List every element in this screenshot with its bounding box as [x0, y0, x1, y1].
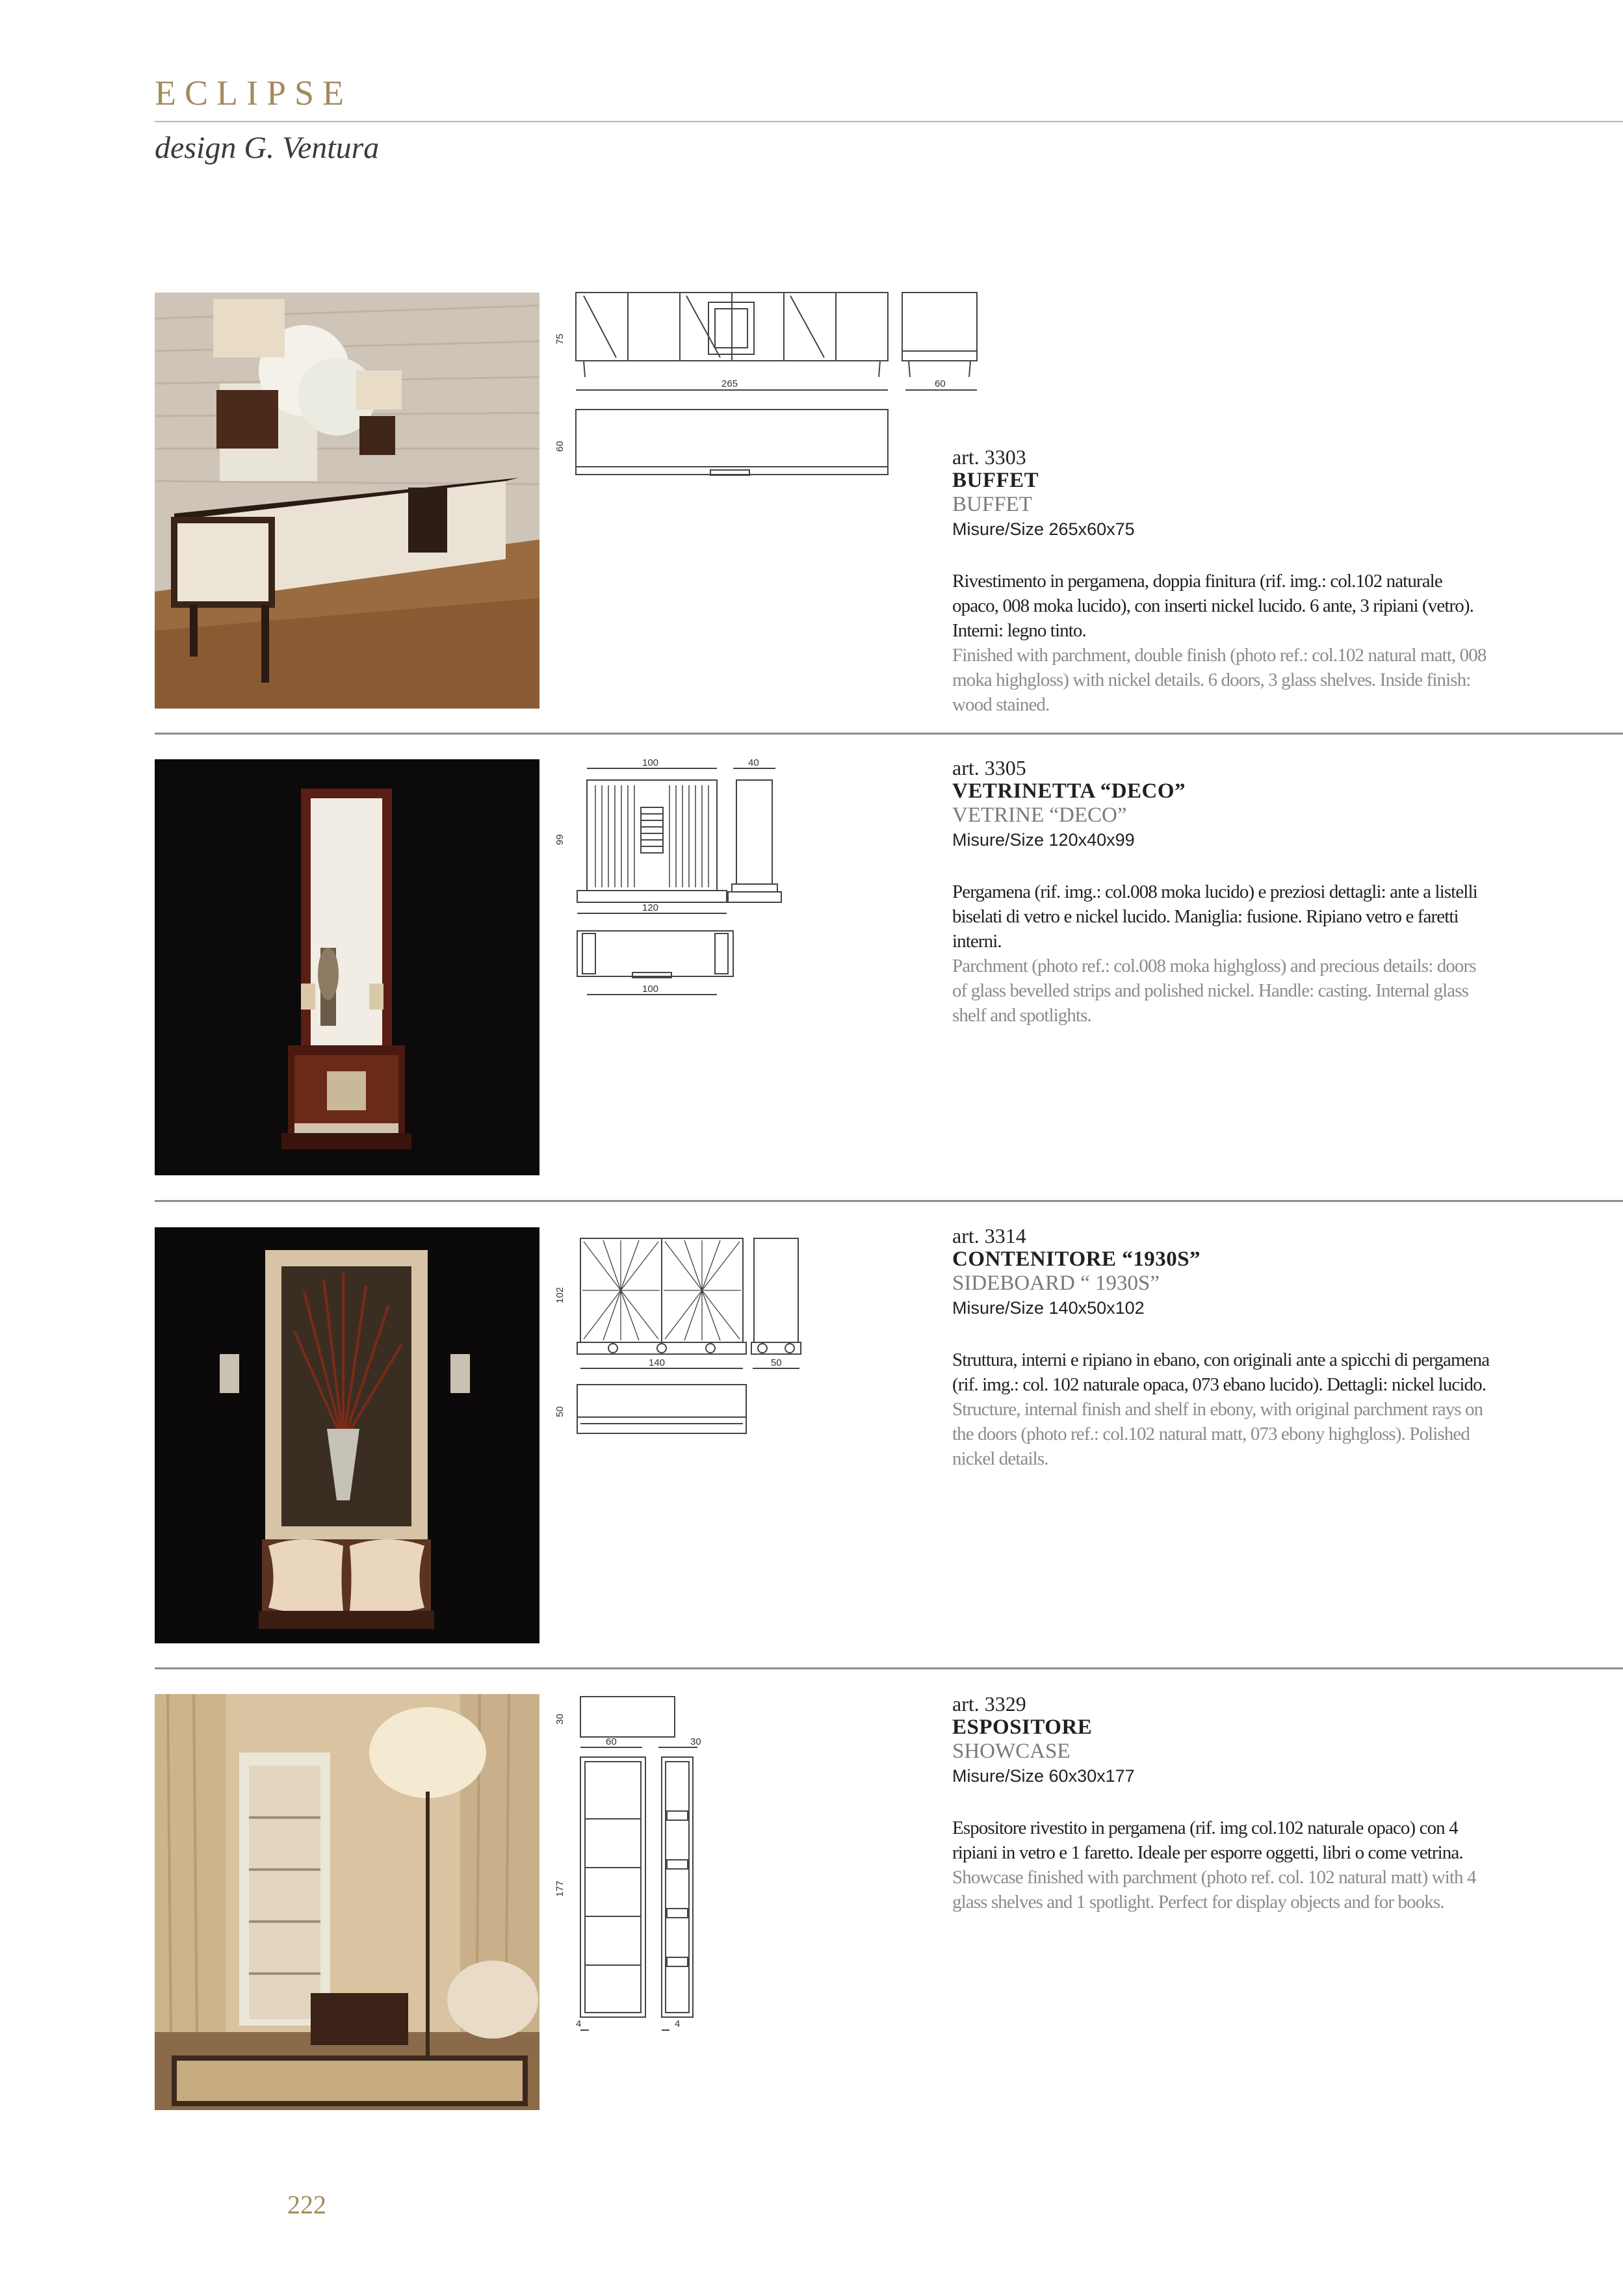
espositore-photo [155, 1694, 539, 2110]
dim-depth: 40 [748, 757, 759, 768]
product-info-3314 [952, 1224, 1492, 1471]
product-info-3329 [952, 1692, 1492, 1914]
product-info-3303 [952, 445, 1492, 717]
dim-height: 102 [554, 1286, 565, 1303]
product-name-en: SIDEBOARD “ 1930S” [952, 1272, 1160, 1295]
product-size: Misure/Size 265x60x75 [952, 519, 1135, 539]
dim-depth: 50 [771, 1357, 782, 1368]
vetrinetta-photo [155, 759, 539, 1175]
dim-base-width: 120 [642, 902, 659, 913]
contenitore-photo [155, 1227, 539, 1643]
dim-foot-side: 4 [675, 2018, 681, 2029]
product-size: Misure/Size 120x40x99 [952, 830, 1135, 850]
brand-title: ECLIPSE [155, 73, 353, 112]
article-number: art. 3305 [952, 756, 1026, 779]
buffet-photo [155, 293, 539, 709]
dim-height: 99 [554, 834, 565, 845]
dim-height: 177 [554, 1880, 565, 1897]
product-size: Misure/Size 140x50x102 [952, 1298, 1145, 1318]
product-name-it: VETRINETTA “DECO” [952, 779, 1186, 803]
section-divider [155, 733, 1623, 735]
contenitore-technical-drawing [551, 1222, 993, 1638]
dim-plan-width: 100 [642, 984, 659, 995]
product-info-3305 [952, 756, 1492, 1028]
article-number: art. 3303 [952, 445, 1026, 469]
article-number: art. 3329 [952, 1692, 1026, 1715]
product-size: Misure/Size 60x30x177 [952, 1766, 1135, 1786]
dim-plan-depth: 30 [554, 1714, 565, 1725]
product-name-en: BUFFET [952, 493, 1032, 516]
description-it: Struttura, interni e ripiano in ebano, con originali ante a spicchi di pergamena (rif. img.: col. 102 naturale opaca, 073 ebano lucido). Dettagli: nickel lucido. [952, 1350, 1490, 1395]
dim-plan-depth: 60 [554, 441, 565, 452]
dim-width: 140 [649, 1357, 666, 1368]
section-divider [155, 1200, 1623, 1202]
buffet-technical-drawing [551, 286, 993, 702]
description-en: Finished with parchment, double finish (photo ref.: col.102 natural matt, 008 moka highgloss) with nickel details. 6 doors, 3 glass shelves. Inside finish: wood stained. [952, 645, 1487, 715]
description-en: Parchment (photo ref.: col.008 moka highgloss) and precious details: doors of glass bevelled strips and polished nickel. Handle: casting. Internal glass shelf and spotlights. [952, 956, 1476, 1026]
dim-top-width: 100 [642, 757, 659, 768]
product-name-it: BUFFET [952, 469, 1039, 492]
product-name-it: ESPOSITORE [952, 1715, 1093, 1739]
description-en: Structure, internal finish and shelf in ebony, with original parchment rays on the doors (photo ref.: col.102 natural matt, 073 ebony highgloss). Polished nickel details. [952, 1399, 1483, 1469]
product-name-it: CONTENITORE “1930S” [952, 1247, 1201, 1271]
dim-foot-front: 4 [576, 2018, 582, 2029]
page-number: 222 [287, 2190, 326, 2219]
header-rule [155, 121, 1623, 122]
dim-height: 75 [554, 333, 565, 345]
dim-depth: 30 [690, 1736, 701, 1747]
description-it: Pergamena (rif. img.: col.008 moka lucido) e preziosi dettagli: ante a listelli biselati di vetro e nickel lucido. Maniglia: fusione. Ripiano vetro e faretti interni. [952, 881, 1477, 952]
description-it: Espositore rivestito in pergamena (rif. img col.102 naturale opaco) con 4 ripiani in vetro e 1 faretto. Ideale per esporre oggetti, libri o come vetrina. [952, 1818, 1463, 1863]
designer-credit: design G. Ventura [155, 131, 380, 165]
dim-width: 60 [606, 1736, 617, 1747]
section-divider [155, 1667, 1623, 1669]
espositore-technical-drawing [551, 1689, 993, 2105]
vetrinetta-technical-drawing [551, 754, 993, 1170]
description-en: Showcase finished with parchment (photo ref. col. 102 natural matt) with 4 glass shelves and 1 spotlight. Perfect for display objects and for books. [952, 1867, 1476, 1912]
description-it: Rivestimento in pergamena, doppia finitura (rif. img.: col.102 naturale opaco, 008 moka lucido), con inserti nickel lucido. 6 ante, 3 ripiani (vetro). Interni: legno tinto. [952, 571, 1474, 641]
article-number: art. 3314 [952, 1224, 1026, 1247]
dim-width: 265 [721, 378, 738, 389]
product-name-en: SHOWCASE [952, 1740, 1071, 1763]
product-name-en: VETRINE “DECO” [952, 803, 1127, 827]
dim-plan-depth: 50 [554, 1406, 565, 1417]
dim-depth: 60 [935, 378, 946, 389]
